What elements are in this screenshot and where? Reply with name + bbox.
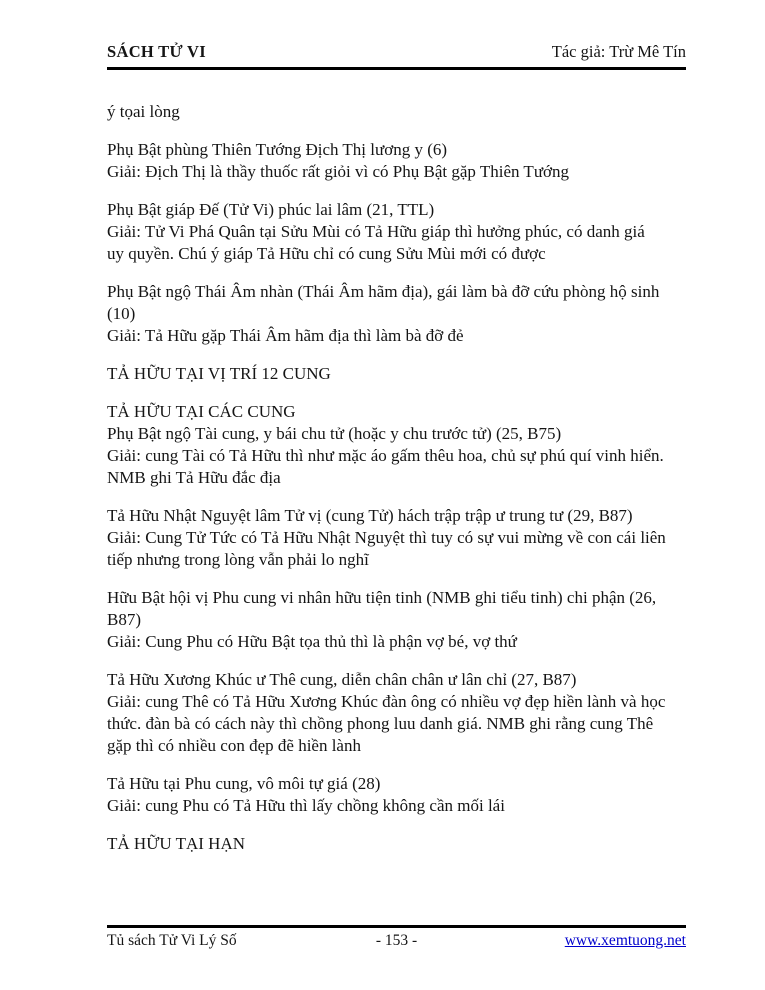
section-heading [107, 833, 686, 855]
text-line: Giải: cung Thê có Tả Hữu Xương Khúc đàn ông có nhiều vợ đẹp hiền lành và học [107, 692, 666, 711]
text-line: Giải: Cung Tử Tức có Tả Hữu Nhật Nguyệt thì tuy có sự vui mừng về con cái liên [107, 528, 666, 547]
text-line: Giải: Tử Vi Phá Quân tại Sửu Mùi có Tả Hữu giáp thì hưởng phúc, có danh giá [107, 222, 645, 241]
text-line: B87) [107, 610, 141, 629]
text-line: gặp thì có nhiều con đẹp đẽ hiền lành [107, 736, 361, 755]
text-line: Phụ Bật ngộ Thái Âm nhàn (Thái Âm hãm địa), gái làm bà đỡ cứu phòng hộ sinh [107, 282, 660, 301]
text-line: Giải: cung Tài có Tả Hữu thì như mặc áo gấm thêu hoa, chủ sự phú quí vinh hiển. [107, 446, 664, 465]
text-line: TẢ HỮU TẠI CÁC CUNG [107, 402, 296, 421]
text-line: NMB ghi Tả Hữu đắc địa [107, 468, 281, 487]
text-line: Hữu Bật hội vị Phu cung vi nhân hữu tiện tinh (NMB ghi tiểu tinh) chi phận (26, [107, 588, 657, 607]
series-title: Tủ sách Tử Vi Lý Số [107, 932, 237, 949]
text-line: ý tọai lòng [107, 102, 180, 121]
text-line: Tả Hữu Nhật Nguyệt lâm Tử vị (cung Tử) hách trập trập ư trung tư (29, B87) [107, 506, 633, 525]
paragraph [107, 281, 686, 347]
page-header [107, 42, 686, 70]
paragraph [107, 505, 686, 571]
paragraph [107, 669, 686, 757]
text-line: TẢ HỮU TẠI VỊ TRÍ 12 CUNG [107, 364, 331, 383]
book-title: SÁCH TỬ VI [107, 42, 206, 61]
page-number: - 153 - [375, 932, 418, 949]
author-credit: Tác giả: Trừ Mê Tín [551, 42, 686, 61]
text-line: Giải: Địch Thị là thầy thuốc rất giỏi vì có Phụ Bật gặp Thiên Tướng [107, 162, 570, 181]
text-line: Tả Hữu tại Phu cung, vô môi tự giá (28) [107, 774, 381, 793]
paragraph [107, 139, 686, 183]
text-line: Giải: Tả Hữu gặp Thái Âm hãm địa thì làm bà đỡ đẻ [107, 326, 464, 345]
paragraph [107, 773, 686, 817]
paragraph [107, 401, 686, 489]
text-line: uy quyền. Chú ý giáp Tả Hữu chỉ có cung Sửu Mùi mới có được [107, 244, 546, 263]
text-line: Giải: Cung Phu có Hữu Bật tọa thủ thì là phận vợ bé, vợ thứ [107, 632, 517, 651]
text-line: Tả Hữu Xương Khúc ư Thê cung, diễn chân chân ư lân chỉ (27, B87) [107, 670, 577, 689]
text-line: thức. đàn bà có cách này thì chồng phong luu danh giá. NMB ghi rằng cung Thê [107, 714, 654, 733]
text-line: TẢ HỮU TẠI HẠN [107, 834, 246, 853]
text-line: Giải: cung Phu có Tả Hữu thì lấy chồng không cần mối lái [107, 796, 505, 815]
document-body [107, 101, 686, 871]
text-line: Phụ Bật phùng Thiên Tướng Địch Thị lương y (6) [107, 140, 448, 159]
text-line: Phụ Bật ngộ Tài cung, y bái chu tử (hoặc y chu trước tử) (25, B75) [107, 424, 562, 443]
text-line: (10) [107, 304, 136, 323]
text-line: tiếp nhưng trong lòng vẫn phải lo nghĩ [107, 550, 369, 569]
paragraph [107, 101, 686, 123]
text-line: Phụ Bật giáp Đế (Tử Vi) phúc lai lâm (21, TTL) [107, 200, 435, 219]
paragraph [107, 199, 686, 265]
website-link[interactable]: www.xemtuong.net [564, 932, 686, 949]
section-heading [107, 363, 686, 385]
paragraph [107, 587, 686, 653]
page-footer [107, 925, 686, 950]
